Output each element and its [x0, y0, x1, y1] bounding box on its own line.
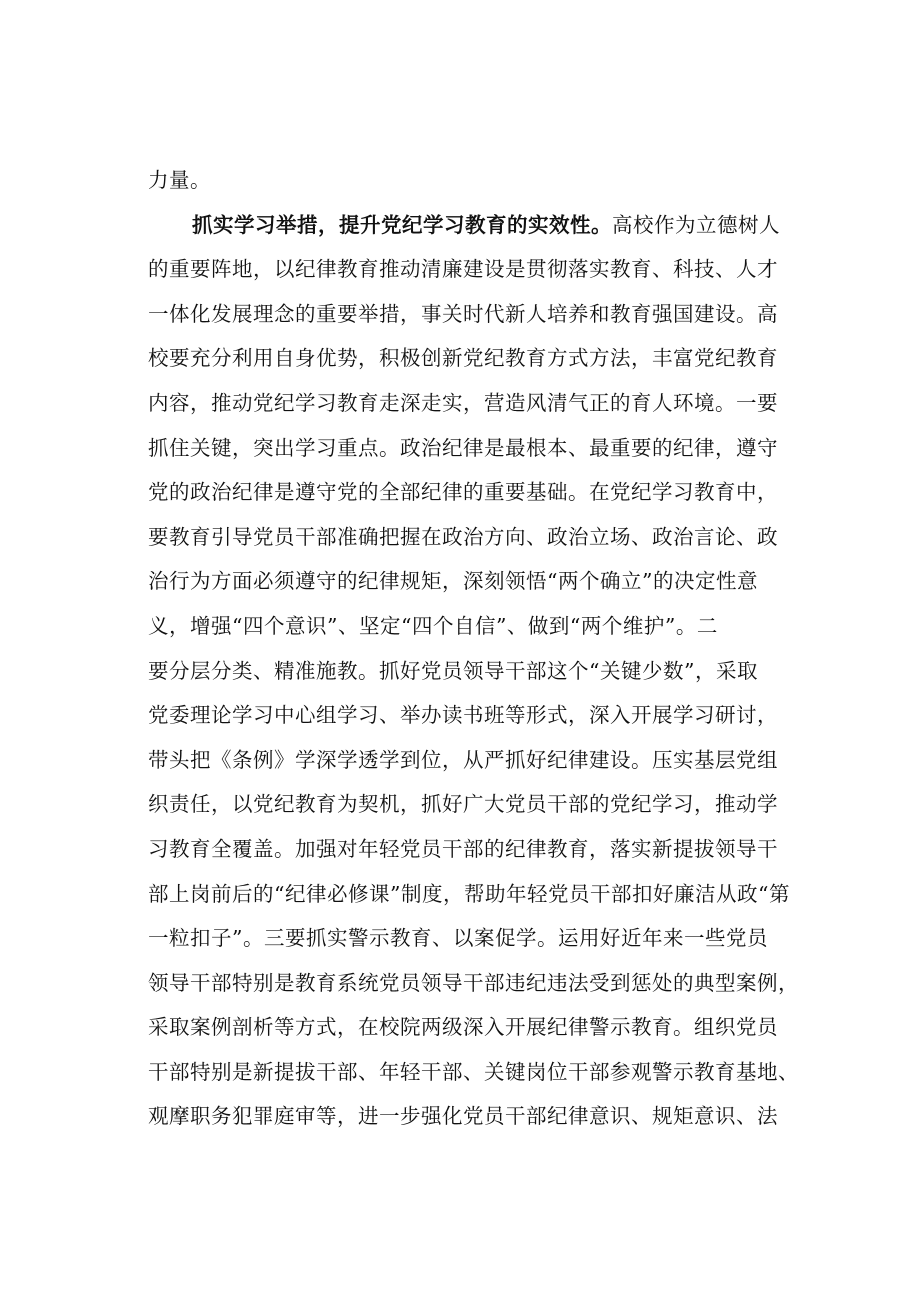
text-line: 干部特别是新提拔干部、年轻干部、关键岗位干部参观警示教育基地、: [148, 1059, 799, 1084]
text-line: 党委理论学习中心组学习、举办读书班等形式，深入开展学习研讨，: [148, 703, 778, 728]
text-line: 校要充分利用自身优势，积极创新党纪教育方式方法，丰富党纪教育: [148, 346, 778, 371]
text-line: 治行为方面必须遵守的纪律规矩，深刻领悟“两个确立”的决定性意: [148, 569, 758, 594]
text-line: 领导干部特别是教育系统党员领导干部违纪违法受到惩处的典型案例，: [148, 970, 799, 995]
text-line: 部上岗前后的“纪律必修课”制度，帮助年轻党员干部扣好廉洁从政“第: [148, 881, 790, 906]
body-text: [148, 158, 808, 1139]
text-line: 内容，推动党纪学习教育走深走实，营造风清气正的育人环境。一要: [148, 390, 778, 415]
paragraph-heading: 抓实学习举措，提升党纪学习教育的实效性。: [192, 212, 612, 237]
text-line: 的重要阵地，以纪律教育推动清廉建设是贯彻落实教育、科技、人才: [148, 257, 778, 282]
text-line: 习教育全覆盖。加强对年轻党员干部的纪律教育，落实新提拔领导干: [148, 836, 778, 861]
text-run: 高校作为立德树人: [612, 212, 780, 237]
paragraph-first-line: [148, 203, 808, 248]
text-line: 织责任，以党纪教育为契机，抓好广大党员干部的党纪学习，推动学: [148, 792, 778, 817]
text-line: 采取案例剖析等方式，在校院两级深入开展纪律警示教育。组织党员: [148, 1015, 778, 1040]
text-line: 义，增强“四个意识”、坚定“四个自信”、做到“两个维护”。二: [148, 613, 718, 638]
text-line: 一体化发展理念的重要举措，事关时代新人培养和教育强国建设。高: [148, 301, 778, 326]
text-line: 抓住关键，突出学习重点。政治纪律是最根本、最重要的纪律，遵守: [148, 435, 778, 460]
text-line: 带头把《条例》学深学透学到位，从严抓好纪律建设。压实基层党组: [148, 747, 778, 772]
text-line: 要分层分类、精准施教。抓好党员领导干部这个“关键少数”，采取: [148, 658, 758, 683]
text-line: 党的政治纪律是遵守党的全部纪律的重要基础。在党纪学习教育中，: [148, 480, 778, 505]
text-line: 一粒扣子”。三要抓实警示教育、以案促学。运用好近年来一些党员: [148, 926, 768, 951]
text-line: 观摩职务犯罪庭审等，进一步强化党员干部纪律意识、规矩意识、法: [148, 1104, 778, 1129]
text-line: 要教育引导党员干部准确把握在政治方向、政治立场、政治言论、政: [148, 524, 778, 549]
text-line: 力量。: [148, 168, 211, 192]
